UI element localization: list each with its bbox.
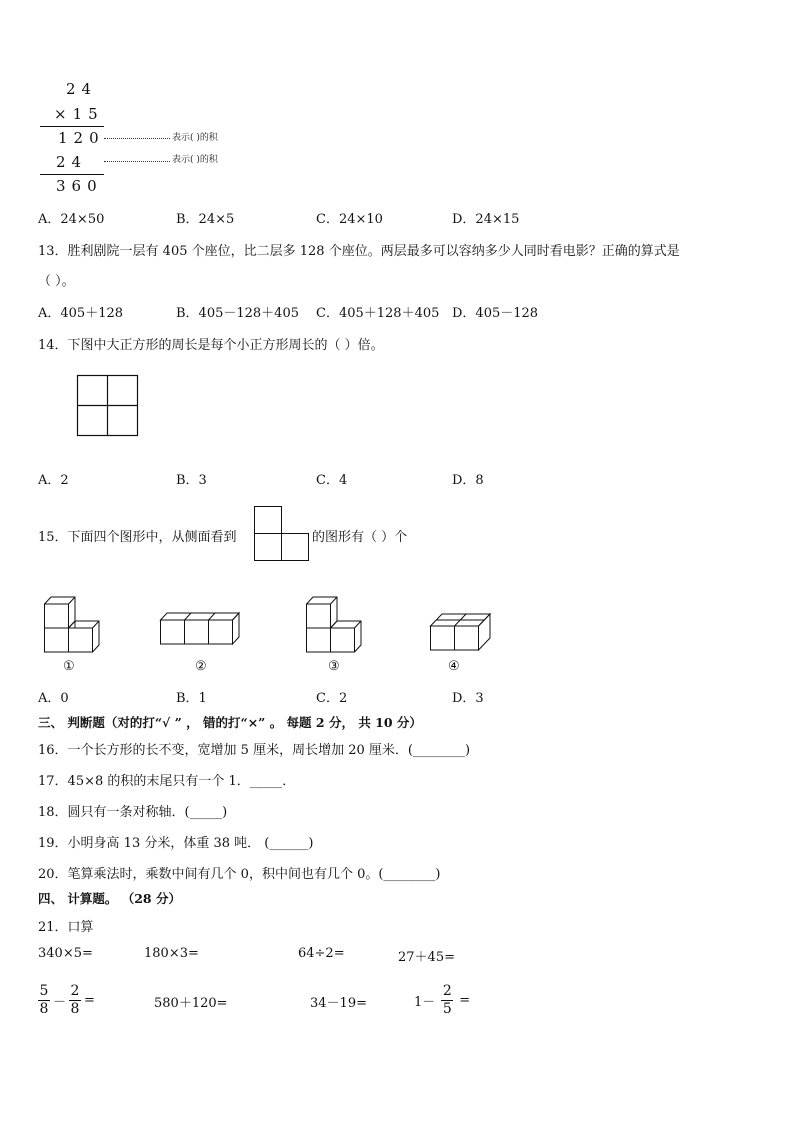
fraction-5-8 [38, 983, 50, 1018]
dots-1 [104, 138, 170, 139]
section-4-title: 四、 计算题。 （28 分） [38, 891, 181, 906]
judgement-16: 16．一个长方形的长不变，宽增加 5 厘米，周长增加 20 厘米．(________) [38, 743, 471, 758]
calc-6: 34－19= [310, 996, 367, 1011]
cube-figure-2 [160, 612, 250, 654]
q15-option-b: B．1 [176, 691, 207, 706]
mult-partial-2: 24 [56, 153, 88, 171]
mult-partial-1: 120 [58, 129, 105, 147]
q12-option-c: C．24×10 [316, 212, 383, 227]
one-minus: 1－ [414, 995, 436, 1010]
mult-line-2 [40, 174, 104, 175]
note-1: 表示( )的积 [172, 133, 218, 143]
equals-sign: = [84, 993, 95, 1008]
q14-option-d: D．8 [452, 473, 484, 488]
dots-2 [104, 161, 170, 162]
fraction-denominator: 8 [70, 1001, 80, 1017]
q15-text-before: 15．下面四个图形中，从侧面看到 [38, 530, 237, 545]
q14-option-a: A．2 [38, 473, 69, 488]
cube-figure-4 [430, 612, 496, 654]
fraction-denominator: 8 [39, 1001, 49, 1017]
judgement-19: 19．小明身高 13 分米，体重 38 吨． (______) [38, 836, 314, 851]
q12-option-d: D．24×15 [452, 212, 520, 227]
calc-one-minus-fraction [414, 983, 470, 1018]
q14-option-b: B．3 [176, 473, 207, 488]
q12-option-b: B．24×5 [176, 212, 235, 227]
calc-2: 180×3= [144, 946, 199, 961]
q15-side-view-shape [254, 506, 310, 562]
judgement-18: 18．圆只有一条对称轴．(_____) [38, 805, 228, 820]
mult-result: 360 [56, 177, 103, 195]
q13-text: 13．胜利剧院一层有 405 个座位，比二层多 128 个座位。两层最多可以容纳多少人同时看电影？正确的算式是 [38, 244, 680, 259]
mult-top: 24 [66, 80, 98, 98]
fraction-numerator: 2 [70, 983, 80, 999]
calc-5: 580＋120= [154, 996, 228, 1011]
section-3-title: 三、 判断题（对的打“√ ” ， 错的打“×” 。 每题 2 分， 共 10 分） [38, 715, 422, 730]
figure-label-4: ④ [448, 659, 460, 674]
mult-second: ×15 [54, 105, 104, 123]
q14-text: 14．下图中大正方形的周长是每个小正方形周长的（ ）倍。 [38, 338, 384, 353]
cube-figure-3 [306, 596, 368, 654]
q13-option-d: D．405－128 [452, 306, 539, 321]
fraction-2-5 [441, 983, 453, 1018]
q15-text-after: 的图形有（ ）个 [312, 530, 408, 545]
note-2: 表示( )的积 [172, 155, 218, 165]
fraction-numerator: 2 [442, 983, 452, 999]
q21-title: 21．口算 [38, 920, 94, 935]
judgement-17: 17．45×8 的积的末尾只有一个 1．_____． [38, 774, 296, 789]
q13-option-a: A．405＋128 [38, 306, 124, 321]
q12-option-a: A．24×50 [38, 212, 105, 227]
figure-label-2: ② [195, 659, 207, 674]
equals-sign: = [459, 993, 471, 1008]
mult-line-1 [40, 126, 104, 127]
q13-text-2: （ ）。 [38, 274, 75, 289]
q15-option-c: C．2 [316, 691, 348, 706]
q15-option-d: D．3 [452, 691, 484, 706]
q13-option-c: C．405＋128＋405 [316, 306, 440, 321]
q14-square-figure [77, 375, 139, 437]
minus-sign: － [53, 995, 67, 1010]
fraction-2-8 [69, 983, 81, 1018]
calc-1: 340×5= [38, 946, 93, 961]
calc-3: 64÷2= [298, 946, 345, 961]
fraction-denominator: 5 [442, 1001, 452, 1017]
calc-fraction-subtraction [38, 983, 95, 1018]
figure-label-3: ③ [328, 659, 340, 674]
q15-option-a: A．0 [38, 691, 69, 706]
fraction-numerator: 5 [39, 983, 49, 999]
calc-4: 27＋45= [398, 950, 455, 965]
cube-figure-1 [44, 596, 106, 654]
judgement-20: 20．笔算乘法时，乘数中间有几个 0，积中间也有几个 0。(________) [38, 867, 441, 882]
figure-label-1: ① [63, 659, 75, 674]
q14-option-c: C．4 [316, 473, 348, 488]
q13-option-b: B．405－128＋405 [176, 306, 299, 321]
